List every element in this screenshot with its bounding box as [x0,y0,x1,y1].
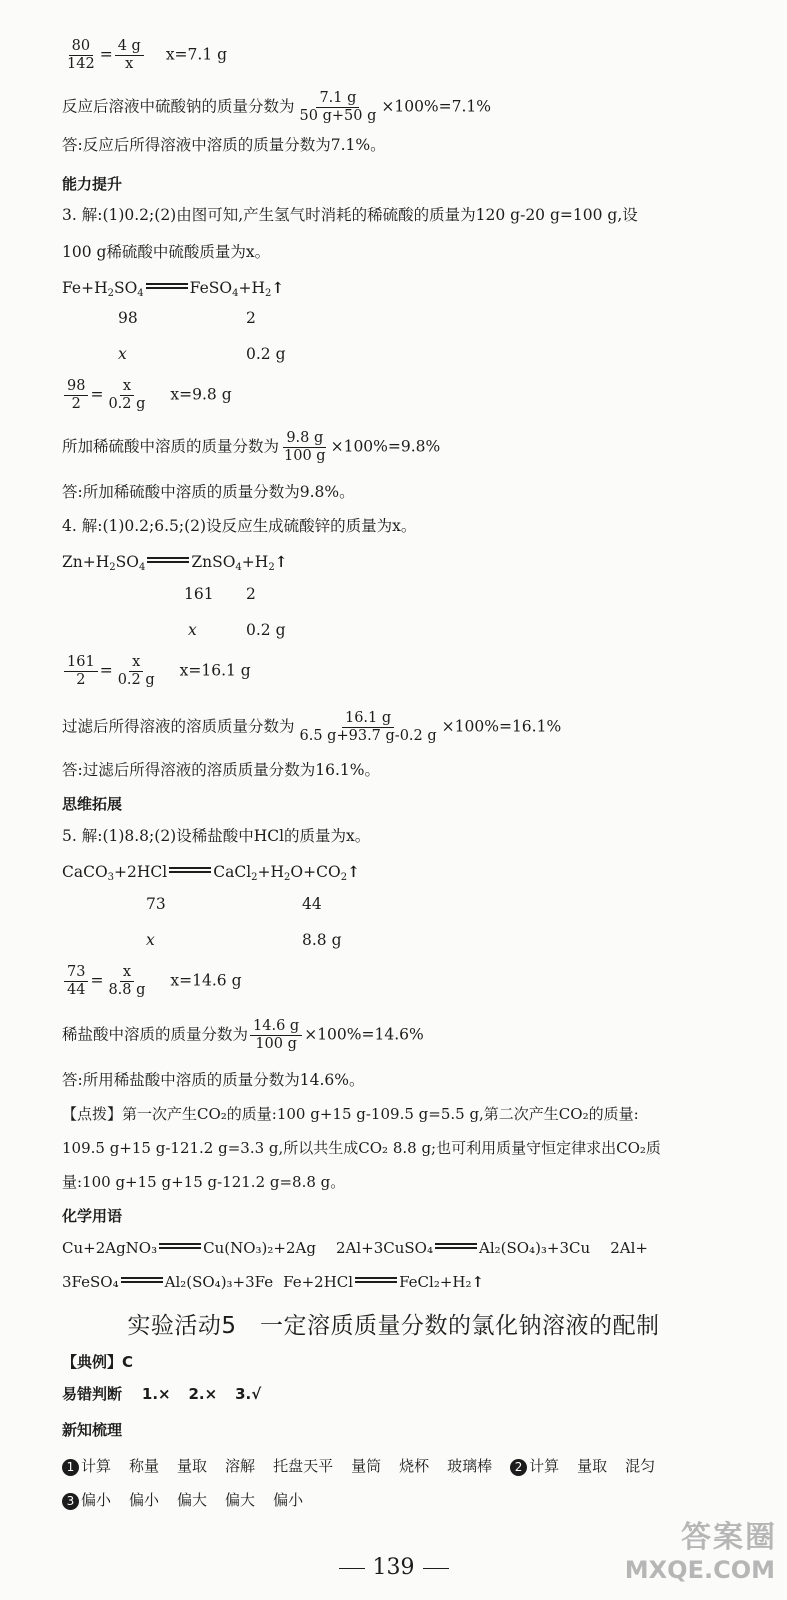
answer-line: 答:过滤后所得溶液的溶质质量分数为16.1%。 [62,761,380,779]
fraction: $\frac{80}{142}$ [67,38,95,72]
q4-equation: $Zn+H_2SO_4$ $ZnSO_4+H_2↑$ [62,552,288,573]
molar-mass: 73 [146,895,166,913]
number-badge: 3 [62,1493,79,1510]
percent-line: 稀盐酸中溶质的质量分数为 $\frac{14.6 g}{100 g}$ ×100%=14.6% [62,1018,424,1052]
number-badge: 1 [62,1459,79,1476]
equals-sign [121,1277,163,1283]
section-heading-ability: 能力提升 [62,175,123,193]
ratio-line: $\frac{73}{44}$ = $\frac{x}{8.8 g}$ x=14.6 g [62,964,242,999]
judge-line [62,1384,261,1404]
fraction: $\frac{4 g}{x}$ [115,38,144,73]
fraction: $\frac{7.1 g}{50 g+50 g}$ [299,90,377,124]
molar-mass: 44 [302,895,322,913]
q5-equation: CaCO$_3$+2HCl $CaCl_2+H_2O+CO_2↑$ [62,862,361,883]
tip-line2: 109.5 g+15 g-121.2 g=3.3 g,所以共生成CO₂ 8.8 g;也可利用质量守恒定律求出CO₂质 [62,1139,661,1157]
equals-sign [169,867,211,873]
section-heading-thinking: 思维拓展 [62,795,123,813]
number-badge: 2 [510,1459,527,1476]
arrow-up-icon: ↑ [274,552,288,571]
q5-line1: 5. 解:(1)8.8;(2)设稀盐酸中HCl的质量为x。 [62,827,371,845]
molar-mass: 98 [118,309,138,327]
watermark-url: MXQE.COM [624,1556,775,1584]
arrow-up-icon: ↑ [471,1273,485,1291]
q3-equation: $Fe+H_2SO_4$ $FeSO_4+H_2↑$ [62,278,285,299]
percent-line: 反应后溶液中硫酸钠的质量分数为 $\frac{7.1 g}{50 g+50 g}$ ×100%=7.1% [62,90,492,124]
answer-line: 答:所加稀硫酸中溶质的质量分数为9.8%。 [62,483,355,501]
equals-sign [159,1243,201,1249]
section-heading-new: 新知梳理 [62,1421,123,1439]
q4-line1: 4. 解:(1)0.2;6.5;(2)设反应生成硫酸锌的质量为x。 [62,517,417,535]
chem-line1: Cu+2AgNO₃ Cu(NO₃)₂+2Ag 2Al+3CuSO₄ Al₂(SO₄)₃+3Cu 2Al+ [62,1239,648,1257]
percent-line: 过滤后所得溶液的溶质质量分数为 $\frac{16.1 g}{6.5 g+93.7 g-0.2 g}$ ×100%=16.1% [62,710,562,744]
section-title: 实验活动5 一定溶质质量分数的氯化钠溶液的配制 [127,1313,660,1339]
variable: x [188,621,197,639]
list-line2: 3 偏小 偏小 偏大 偏大 偏小 [62,1490,321,1510]
percent-line: 所加稀硫酸中溶质的质量分数为 $\frac{9.8 g}{100 g}$ ×100%=9.8% [62,430,441,464]
example-line: 【典例】C [62,1353,134,1371]
list-line1: 1 计算 称量 量取 溶解 托盘天平 量筒 烧杯 玻璃棒 2 计算 量取 混匀 [62,1456,673,1476]
molar-mass: 161 [184,585,214,603]
arrow-up-icon: ↑ [347,862,361,881]
answer-line: 答:反应后所得溶液中溶质的质量分数为7.1%。 [62,136,386,154]
equals-sign [355,1277,397,1283]
molar-mass: 2 [246,585,256,603]
section-heading-chem: 化学用语 [62,1207,123,1225]
equals-sign [147,557,189,563]
ratio-line: $\frac{80}{142}$ = $\frac{4 g}{x}$ x=7.1 g [62,38,227,73]
tip-line3: 量:100 g+15 g+15 g-121.2 g=8.8 g。 [62,1173,346,1191]
page-number: 139 [0,1555,787,1580]
judge-item: 1.× [141,1385,171,1403]
molar-mass: 2 [246,309,256,327]
answer-line: 答:所用稀盐酸中溶质的质量分数为14.6%。 [62,1071,365,1089]
ratio-line: $\frac{98}{2}$ = $\frac{x}{0.2 g}$ x=9.8 g [62,378,232,413]
q3-line1: 3. 解:(1)0.2;(2)由图可知,产生氢气时消耗的稀硫酸的质量为120 g-20 g=100 g,设 [62,206,638,224]
q3-line2: 100 g稀硫酸中硫酸质量为x。 [62,243,271,261]
value: 8.8 g [302,931,342,949]
chem-line2: 3FeSO₄ Al₂(SO₄)₃+3Fe Fe+2HCl FeCl₂+H₂↑ [62,1273,485,1291]
equals-sign [146,283,188,289]
value: 0.2 g [246,345,286,363]
watermark-logo: 答案圈 [681,1520,777,1555]
variable: x [146,931,155,949]
arrow-up-icon: ↑ [271,278,285,297]
tip-line1: 【点拨】第一次产生CO₂的质量:100 g+15 g-109.5 g=5.5 g,第二次产生CO₂的质量: [62,1105,639,1123]
value: 0.2 g [246,621,286,639]
judge-item: 2.× [188,1385,218,1403]
variable: x [118,345,127,363]
judge-item: 3.√ [235,1385,262,1403]
ratio-line: $\frac{161}{2}$ = $\frac{x}{0.2 g}$ x=16.1 g [62,654,251,689]
equals-sign [435,1243,477,1249]
judge-label: 易错判断 [62,1385,123,1403]
